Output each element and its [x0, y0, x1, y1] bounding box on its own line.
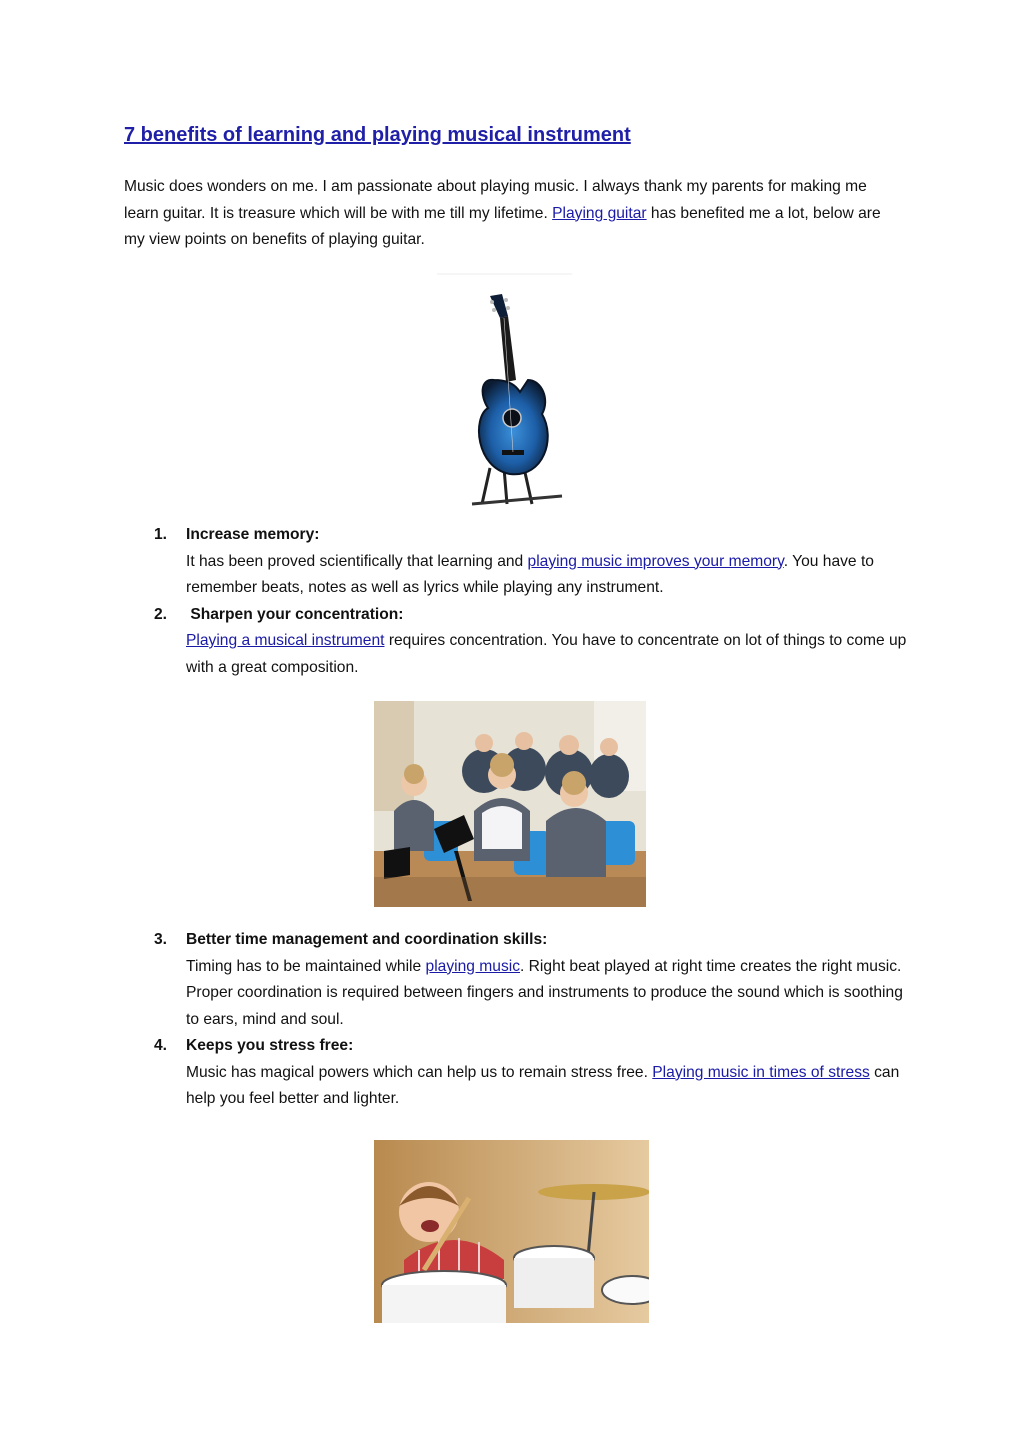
- benefit-text-end: requires concentration. You have to concentrate on lot of things to come up with a great composition.: [186, 632, 907, 676]
- intro-paragraph: [124, 174, 884, 254]
- title-link[interactable]: 7 benefits of learning and playing musical instrument: [124, 124, 631, 146]
- benefit-item: [124, 927, 914, 1033]
- stress-link[interactable]: Playing music in times of stress: [652, 1063, 870, 1081]
- benefit-item: [124, 522, 914, 602]
- benefit-item: [124, 1033, 914, 1113]
- guitar-image: [432, 268, 582, 508]
- benefit-item: [124, 602, 914, 682]
- benefit-text: Music has magical powers which can help us to remain stress free.: [186, 1063, 653, 1081]
- intro-text-end: has benefited me a lot, below are my view points on benefits of playing guitar.: [124, 204, 881, 248]
- benefit-heading: Sharpen your concentration:: [186, 605, 404, 623]
- benefit-text: It has been proved scientifically that learning and: [186, 552, 528, 570]
- benefit-text: Timing has to be maintained while: [186, 957, 426, 975]
- intro-text: Music does wonders on me. I am passionate about playing music. I always thank my parents for making me learn guitar. It is treasure which will be with me till my lifetime.: [124, 178, 867, 222]
- musical-instrument-link[interactable]: Playing a musical instrument: [186, 632, 385, 649]
- benefit-number: 2.: [154, 605, 168, 623]
- school-orchestra-photo: [374, 701, 646, 907]
- playing-guitar-link[interactable]: Playing guitar: [552, 204, 647, 222]
- benefit-text-end: can help you feel better and lighter.: [186, 1063, 900, 1107]
- page-title: [124, 124, 631, 147]
- child-drummer-photo: [374, 1140, 649, 1323]
- benefit-number: 3.: [154, 931, 168, 948]
- memory-link[interactable]: playing music improves your memory: [527, 552, 784, 570]
- benefits-list-1: [124, 522, 914, 681]
- playing-music-link[interactable]: playing music: [425, 957, 520, 975]
- benefit-heading: Keeps you stress free:: [186, 1037, 354, 1054]
- benefit-number: 1.: [154, 526, 168, 543]
- benefit-heading: Increase memory:: [186, 526, 320, 543]
- benefit-number: 4.: [154, 1037, 168, 1054]
- benefits-list-2: [124, 927, 914, 1113]
- benefit-text-end: . Right beat played at right time creates the right music. Proper coordination is required between fingers and instruments to produce the sound which is soothing to ears, mind and soul.: [186, 957, 903, 1028]
- benefit-text-end: . You have to remember beats, notes as well as lyrics while playing any instrument.: [186, 552, 874, 596]
- benefit-heading: Better time management and coordination skills:: [186, 931, 548, 948]
